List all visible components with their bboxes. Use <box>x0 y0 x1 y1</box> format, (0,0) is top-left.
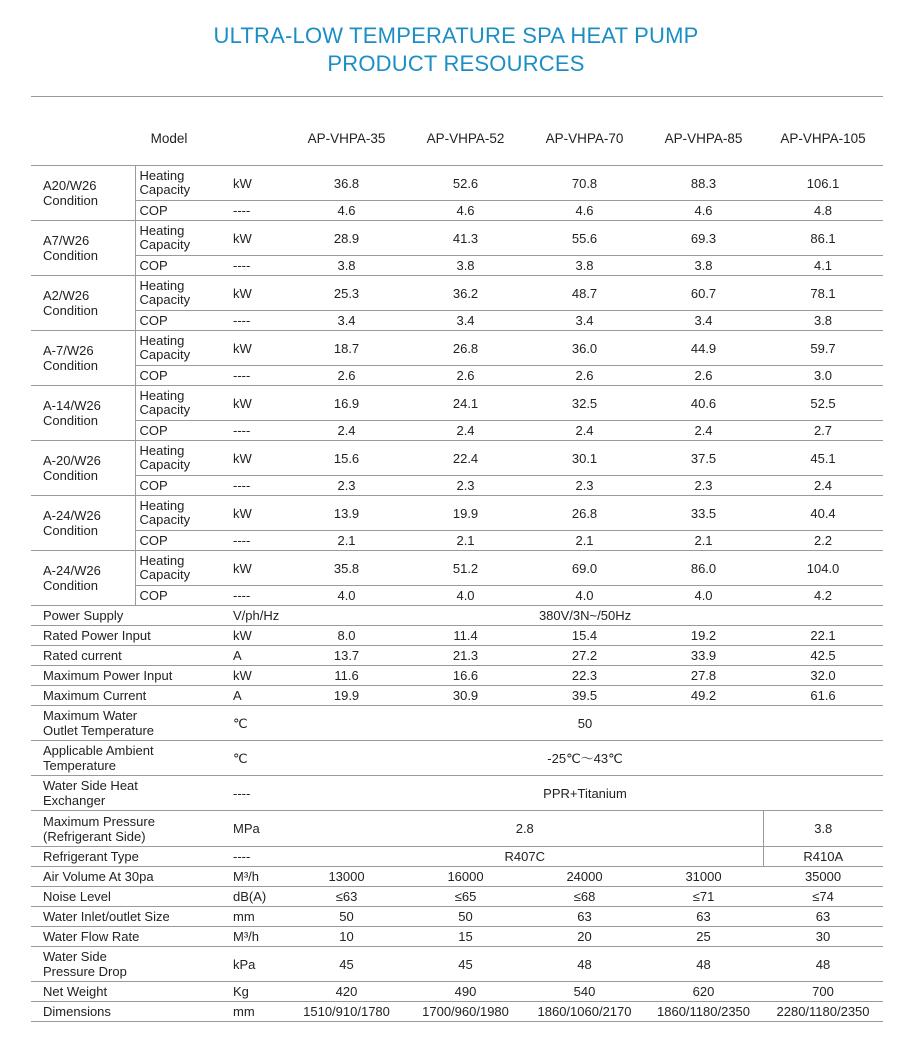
value-cell: 4.0 <box>287 586 406 606</box>
unit-cell: kW <box>223 551 287 586</box>
value-cell: 16.6 <box>406 666 525 686</box>
spec-row <box>31 606 883 626</box>
condition-cop-row <box>31 201 883 221</box>
value-cell: 78.1 <box>763 276 883 311</box>
value-cell: 2.1 <box>525 531 644 551</box>
spec-row <box>31 982 883 1002</box>
value-cell: 11.6 <box>287 666 406 686</box>
model-name: AP-VHPA-52 <box>406 111 525 166</box>
heating-capacity-label: Heating Capacity <box>135 551 223 586</box>
spec-row <box>31 741 883 776</box>
condition-label: A7/W26 Condition <box>31 221 135 276</box>
unit-cell: M³/h <box>223 927 287 947</box>
value-cell: 540 <box>525 982 644 1002</box>
value-cell: 15.4 <box>525 626 644 646</box>
condition-heating-row <box>31 221 883 256</box>
value-cell: 40.4 <box>763 496 883 531</box>
value-cell: 44.9 <box>644 331 763 366</box>
value-cell: 3.4 <box>406 311 525 331</box>
value-cell: 2.3 <box>525 476 644 496</box>
spec-row <box>31 626 883 646</box>
heating-capacity-label: Heating Capacity <box>135 166 223 201</box>
value-cell: 3.8 <box>287 256 406 276</box>
value-cell: 4.6 <box>287 201 406 221</box>
value-cell: 2.4 <box>763 476 883 496</box>
spec-label: Applicable Ambient Temperature <box>31 741 223 776</box>
unit-cell: ---- <box>223 421 287 441</box>
unit-cell: ---- <box>223 201 287 221</box>
value-cell: 48.7 <box>525 276 644 311</box>
value-cell: 22.1 <box>763 626 883 646</box>
value-cell: 25.3 <box>287 276 406 311</box>
unit-cell: kW <box>223 386 287 421</box>
value-cell: 40.6 <box>644 386 763 421</box>
value-cell: 420 <box>287 982 406 1002</box>
condition-cop-row <box>31 476 883 496</box>
value-cell: 51.2 <box>406 551 525 586</box>
spec-label: Noise Level <box>31 887 223 907</box>
value-cell: 32.5 <box>525 386 644 421</box>
value-cell: 70.8 <box>525 166 644 201</box>
model-name: AP-VHPA-35 <box>287 111 406 166</box>
value-cell: 3.8 <box>525 256 644 276</box>
value-cell: 35.8 <box>287 551 406 586</box>
value-cell: 3.8 <box>763 811 883 847</box>
unit-cell: kW <box>223 441 287 476</box>
spec-row <box>31 867 883 887</box>
value-cell: R407C <box>287 847 763 867</box>
unit-cell: mm <box>223 1002 287 1022</box>
condition-cop-row <box>31 586 883 606</box>
value-cell: 69.0 <box>525 551 644 586</box>
condition-label: A-20/W26 Condition <box>31 441 135 496</box>
heating-capacity-label: Heating Capacity <box>135 331 223 366</box>
value-cell: 104.0 <box>763 551 883 586</box>
value-cell: 106.1 <box>763 166 883 201</box>
value-cell: -25℃～43℃ <box>287 741 883 776</box>
value-cell: 22.3 <box>525 666 644 686</box>
heating-capacity-label: Heating Capacity <box>135 386 223 421</box>
value-cell: 4.8 <box>763 201 883 221</box>
condition-cop-row <box>31 366 883 386</box>
unit-cell: ---- <box>223 256 287 276</box>
value-cell: 30.9 <box>406 686 525 706</box>
condition-heating-row <box>31 276 883 311</box>
value-cell: 63 <box>644 907 763 927</box>
value-cell: 4.6 <box>644 201 763 221</box>
value-cell: 13.9 <box>287 496 406 531</box>
cop-label: COP <box>135 256 223 276</box>
value-cell: 32.0 <box>763 666 883 686</box>
unit-cell: ---- <box>223 776 287 811</box>
value-cell: 4.2 <box>763 586 883 606</box>
value-cell: 63 <box>525 907 644 927</box>
value-cell: 25 <box>644 927 763 947</box>
value-cell: 3.8 <box>644 256 763 276</box>
value-cell: 45 <box>406 947 525 982</box>
condition-label: A-24/W26 Condition <box>31 551 135 606</box>
spec-row <box>31 847 883 867</box>
value-cell: 620 <box>644 982 763 1002</box>
value-cell: 2.4 <box>287 421 406 441</box>
value-cell: 2.1 <box>644 531 763 551</box>
value-cell: 16.9 <box>287 386 406 421</box>
cop-label: COP <box>135 531 223 551</box>
value-cell: 60.7 <box>644 276 763 311</box>
value-cell: 63 <box>763 907 883 927</box>
value-cell: 19.9 <box>406 496 525 531</box>
value-cell: PPR+Titanium <box>287 776 883 811</box>
value-cell: 11.4 <box>406 626 525 646</box>
spec-row <box>31 646 883 666</box>
value-cell: 3.8 <box>406 256 525 276</box>
value-cell: 4.1 <box>763 256 883 276</box>
condition-cop-row <box>31 421 883 441</box>
value-cell: 3.4 <box>644 311 763 331</box>
spec-label: Maximum Pressure (Refrigerant Side) <box>31 811 223 847</box>
value-cell: 2.4 <box>406 421 525 441</box>
value-cell: 2.6 <box>406 366 525 386</box>
condition-heating-row <box>31 441 883 476</box>
condition-label: A20/W26 Condition <box>31 166 135 221</box>
spec-row <box>31 907 883 927</box>
value-cell: 48 <box>763 947 883 982</box>
value-cell: 8.0 <box>287 626 406 646</box>
value-cell: 2.3 <box>406 476 525 496</box>
cop-label: COP <box>135 421 223 441</box>
value-cell: 4.0 <box>406 586 525 606</box>
unit-cell: ---- <box>223 531 287 551</box>
value-cell: 3.0 <box>763 366 883 386</box>
value-cell: 31000 <box>644 867 763 887</box>
value-cell: 16000 <box>406 867 525 887</box>
value-cell: 45 <box>287 947 406 982</box>
condition-heating-row <box>31 386 883 421</box>
value-cell: 2.7 <box>763 421 883 441</box>
value-cell: 41.3 <box>406 221 525 256</box>
spec-label: Dimensions <box>31 1002 223 1022</box>
unit-cell: A <box>223 646 287 666</box>
unit-cell: V/ph/Hz <box>223 606 287 626</box>
spec-row <box>31 776 883 811</box>
value-cell: 2.1 <box>287 531 406 551</box>
value-cell: 52.6 <box>406 166 525 201</box>
value-cell: 4.6 <box>525 201 644 221</box>
value-cell: 3.4 <box>525 311 644 331</box>
value-cell: 50 <box>287 907 406 927</box>
value-cell: 88.3 <box>644 166 763 201</box>
unit-cell: kW <box>223 496 287 531</box>
unit-cell: kW <box>223 166 287 201</box>
value-cell: 2.3 <box>287 476 406 496</box>
value-cell: 27.8 <box>644 666 763 686</box>
value-cell: ≤71 <box>644 887 763 907</box>
title-line-2: PRODUCT RESOURCES <box>327 51 585 76</box>
unit-cell: kW <box>223 626 287 646</box>
spec-row <box>31 887 883 907</box>
cop-label: COP <box>135 366 223 386</box>
unit-cell: mm <box>223 907 287 927</box>
model-name: AP-VHPA-85 <box>644 111 763 166</box>
spec-label: Rated current <box>31 646 223 666</box>
value-cell: 1700/960/1980 <box>406 1002 525 1022</box>
condition-heating-row <box>31 166 883 201</box>
spec-row <box>31 927 883 947</box>
value-cell: 19.2 <box>644 626 763 646</box>
unit-cell: ---- <box>223 476 287 496</box>
unit-cell: ---- <box>223 847 287 867</box>
value-cell: 2.6 <box>525 366 644 386</box>
value-cell: 37.5 <box>644 441 763 476</box>
value-cell: 1510/910/1780 <box>287 1002 406 1022</box>
spec-row <box>31 1002 883 1022</box>
value-cell: 24000 <box>525 867 644 887</box>
value-cell: 1860/1180/2350 <box>644 1002 763 1022</box>
value-cell: 13.7 <box>287 646 406 666</box>
spec-row <box>31 706 883 741</box>
value-cell: 10 <box>287 927 406 947</box>
value-cell: 50 <box>406 907 525 927</box>
unit-cell: ℃ <box>223 741 287 776</box>
cop-label: COP <box>135 201 223 221</box>
value-cell: 4.0 <box>644 586 763 606</box>
value-cell: 36.2 <box>406 276 525 311</box>
spec-label: Water Flow Rate <box>31 927 223 947</box>
heating-capacity-label: Heating Capacity <box>135 441 223 476</box>
unit-cell: kW <box>223 276 287 311</box>
unit-cell: ℃ <box>223 706 287 741</box>
value-cell: 48 <box>644 947 763 982</box>
title-line-1: ULTRA-LOW TEMPERATURE SPA HEAT PUMP <box>213 23 699 48</box>
value-cell: 26.8 <box>525 496 644 531</box>
cop-label: COP <box>135 586 223 606</box>
value-cell: 59.7 <box>763 331 883 366</box>
value-cell: 86.1 <box>763 221 883 256</box>
condition-heating-row <box>31 331 883 366</box>
spec-label: Water Side Pressure Drop <box>31 947 223 982</box>
condition-label: A-24/W26 Condition <box>31 496 135 551</box>
value-cell: 2.4 <box>644 421 763 441</box>
unit-cell: kW <box>223 666 287 686</box>
value-cell: 4.6 <box>406 201 525 221</box>
value-cell: 42.5 <box>763 646 883 666</box>
unit-cell: A <box>223 686 287 706</box>
value-cell: 86.0 <box>644 551 763 586</box>
value-cell: 24.1 <box>406 386 525 421</box>
page-title <box>0 22 900 78</box>
value-cell: 2.4 <box>525 421 644 441</box>
spec-label: Power Supply <box>31 606 223 626</box>
value-cell: 30 <box>763 927 883 947</box>
spec-label: Water Inlet/outlet Size <box>31 907 223 927</box>
value-cell: 28.9 <box>287 221 406 256</box>
heating-capacity-label: Heating Capacity <box>135 276 223 311</box>
value-cell: 35000 <box>763 867 883 887</box>
value-cell: 2.8 <box>287 811 763 847</box>
value-cell: ≤74 <box>763 887 883 907</box>
value-cell: 3.4 <box>287 311 406 331</box>
value-cell: 2280/1180/2350 <box>763 1002 883 1022</box>
cop-label: COP <box>135 311 223 331</box>
value-cell: 380V/3N~/50Hz <box>287 606 883 626</box>
unit-cell: M³/h <box>223 867 287 887</box>
spec-label: Net Weight <box>31 982 223 1002</box>
unit-cell: Kg <box>223 982 287 1002</box>
model-name: AP-VHPA-70 <box>525 111 644 166</box>
unit-cell: kPa <box>223 947 287 982</box>
heating-capacity-label: Heating Capacity <box>135 496 223 531</box>
spec-row <box>31 666 883 686</box>
condition-cop-row <box>31 531 883 551</box>
spec-label: Maximum Water Outlet Temperature <box>31 706 223 741</box>
condition-label: A-7/W26 Condition <box>31 331 135 386</box>
condition-heating-row <box>31 496 883 531</box>
spec-label: Water Side Heat Exchanger <box>31 776 223 811</box>
value-cell: 27.2 <box>525 646 644 666</box>
value-cell: 49.2 <box>644 686 763 706</box>
value-cell: 61.6 <box>763 686 883 706</box>
cop-label: COP <box>135 476 223 496</box>
unit-cell: dB(A) <box>223 887 287 907</box>
value-cell: 4.0 <box>525 586 644 606</box>
header-row <box>31 111 883 166</box>
value-cell: ≤68 <box>525 887 644 907</box>
unit-cell: kW <box>223 221 287 256</box>
condition-heating-row <box>31 551 883 586</box>
value-cell: R410A <box>763 847 883 867</box>
spec-row <box>31 811 883 847</box>
value-cell: 21.3 <box>406 646 525 666</box>
value-cell: 2.2 <box>763 531 883 551</box>
value-cell: 15 <box>406 927 525 947</box>
spec-table <box>31 111 883 1022</box>
value-cell: 490 <box>406 982 525 1002</box>
value-cell: 52.5 <box>763 386 883 421</box>
value-cell: 2.6 <box>644 366 763 386</box>
value-cell: 20 <box>525 927 644 947</box>
unit-cell: ---- <box>223 586 287 606</box>
value-cell: 2.6 <box>287 366 406 386</box>
value-cell: 22.4 <box>406 441 525 476</box>
value-cell: 2.1 <box>406 531 525 551</box>
spec-label: Maximum Current <box>31 686 223 706</box>
value-cell: 50 <box>287 706 883 741</box>
spec-label: Refrigerant Type <box>31 847 223 867</box>
spec-label: Maximum Power Input <box>31 666 223 686</box>
value-cell: 18.7 <box>287 331 406 366</box>
condition-label: A2/W26 Condition <box>31 276 135 331</box>
value-cell: ≤63 <box>287 887 406 907</box>
heating-capacity-label: Heating Capacity <box>135 221 223 256</box>
unit-cell: MPa <box>223 811 287 847</box>
value-cell: 48 <box>525 947 644 982</box>
value-cell: 45.1 <box>763 441 883 476</box>
spec-label: Air Volume At 30pa <box>31 867 223 887</box>
value-cell: 700 <box>763 982 883 1002</box>
value-cell: 33.5 <box>644 496 763 531</box>
model-header-label: Model <box>31 111 287 166</box>
value-cell: 39.5 <box>525 686 644 706</box>
condition-cop-row <box>31 256 883 276</box>
spec-row <box>31 947 883 982</box>
model-name: AP-VHPA-105 <box>763 111 883 166</box>
value-cell: 36.8 <box>287 166 406 201</box>
value-cell: 15.6 <box>287 441 406 476</box>
value-cell: 33.9 <box>644 646 763 666</box>
value-cell: 2.3 <box>644 476 763 496</box>
condition-label: A-14/W26 Condition <box>31 386 135 441</box>
unit-cell: ---- <box>223 311 287 331</box>
value-cell: 36.0 <box>525 331 644 366</box>
value-cell: 3.8 <box>763 311 883 331</box>
value-cell: 55.6 <box>525 221 644 256</box>
value-cell: 13000 <box>287 867 406 887</box>
value-cell: 69.3 <box>644 221 763 256</box>
unit-cell: ---- <box>223 366 287 386</box>
condition-cop-row <box>31 311 883 331</box>
spec-row <box>31 686 883 706</box>
value-cell: 19.9 <box>287 686 406 706</box>
value-cell: 1860/1060/2170 <box>525 1002 644 1022</box>
unit-cell: kW <box>223 331 287 366</box>
title-divider <box>31 96 883 97</box>
value-cell: ≤65 <box>406 887 525 907</box>
value-cell: 30.1 <box>525 441 644 476</box>
value-cell: 26.8 <box>406 331 525 366</box>
spec-label: Rated Power Input <box>31 626 223 646</box>
